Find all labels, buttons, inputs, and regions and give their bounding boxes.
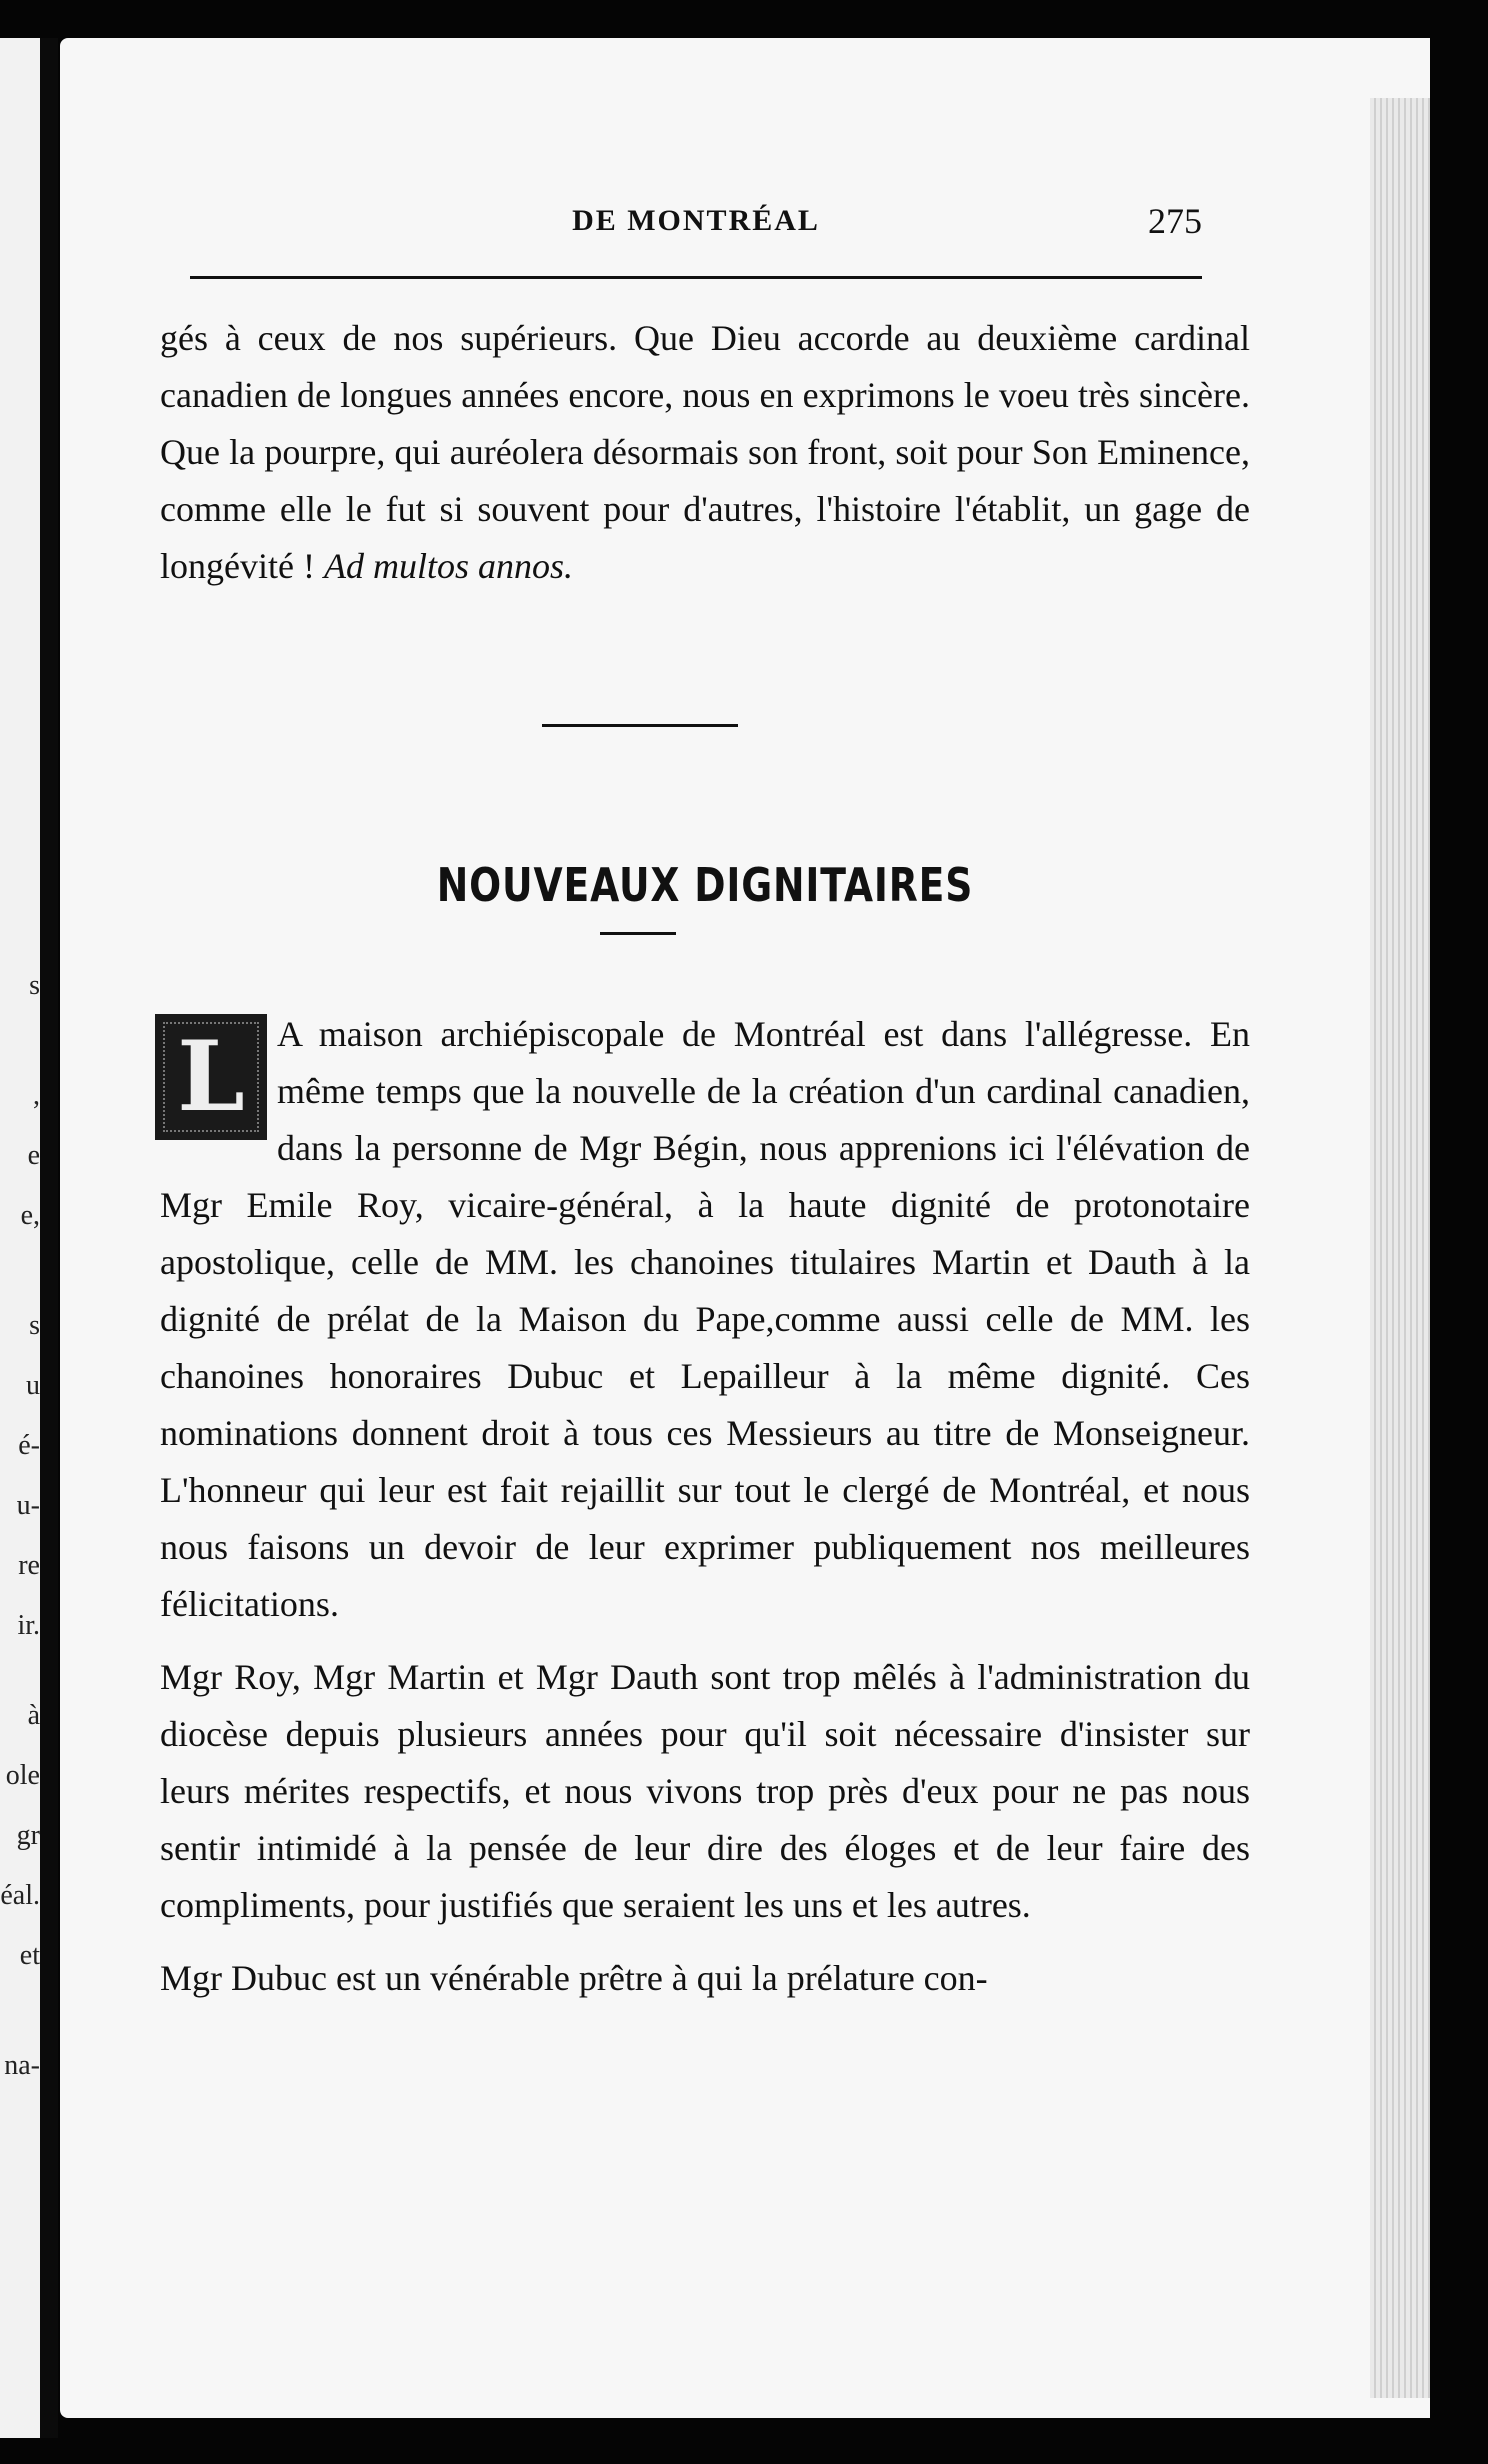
section-divider [542, 724, 738, 727]
paragraph-3: Mgr Dubuc est un vénérable prêtre à qui la prélature con- [160, 1958, 988, 1998]
left-fragment: é- [18, 1430, 40, 1461]
left-fragment: u- [16, 1490, 40, 1521]
left-fragment: s [29, 1310, 40, 1341]
page-header [190, 166, 1202, 279]
left-fragment: re [18, 1550, 40, 1581]
title-underline [600, 932, 676, 935]
left-fragment: ir. [17, 1610, 40, 1641]
left-fragment: s [29, 970, 40, 1001]
section-body [160, 1006, 1250, 2007]
paragraph-1-text: A maison archiépiscopale de Montréal est dans l'allégresse. En même temps que la nouvelle de la création d'un cardinal canadien, dans la personne de Mgr Bégin, nous apprenions ici l'élévation de Mgr Emile Roy, vicaire-général, à la haute dignité de protonotaire apostolique, celle de MM. les chanoines titulaires Martin et Dauth à la dignité de prélat de la Maison du Pape,comme aussi celle de MM. les chanoines honoraires Dubuc et Lepailleur à la même dignité. Ces nominations donnent droit à tous ces Messieurs au titre de Monseigneur. L'honneur qui leur est fait rejaillit sur tout le clergé de Montréal, et nous nous faisons un devoir de leur exprimer publiquement nos meilleures félicitations. [160, 1014, 1250, 1624]
book-page [60, 38, 1430, 2418]
left-fragment: , [33, 1080, 40, 1111]
paragraph-2: Mgr Roy, Mgr Martin et Mgr Dauth sont trop mêlés à l'administration du diocèse depuis plusieurs années pour qu'il soit nécessaire d'insister sur leurs mérites respectifs, et nous vivons trop près d'eux pour ne pas nous sentir intimidé à la pensée de leur dire des éloges et de leur faire des compliments, pour justifiés que seraient les uns et les autres. [160, 1657, 1250, 1925]
drop-cap-ornament [163, 1022, 259, 1132]
intro-text: gés à ceux de nos supérieurs. Que Dieu accorde au deuxième cardinal canadien de longues années encore, nous en exprimons le voeu très sincère. Que la pourpre, qui auréolera désormais son front, soit pour Son Eminence, comme elle le fut si souvent pour d'autres, l'histoire l'établit, un gage de longévité ! [160, 318, 1250, 586]
left-fragment: à [27, 1700, 40, 1731]
left-fragment: e, [20, 1200, 40, 1231]
intro-paragraph [160, 310, 1250, 595]
left-fragment: et [19, 1940, 40, 1971]
paragraph-1 [160, 1006, 1250, 1633]
running-head: DE MONTRÉAL [572, 204, 820, 237]
left-fragment: u [26, 1370, 40, 1401]
drop-cap-initial: L [155, 1014, 267, 1140]
left-fragment: na- [4, 2050, 40, 2081]
left-fragment: gr [16, 1820, 40, 1851]
intro-italic: Ad multos annos. [323, 546, 573, 586]
left-fragment: ole [5, 1760, 40, 1791]
left-fragment: éal. [0, 1880, 40, 1911]
page-number: 275 [1148, 201, 1202, 241]
left-fragment: e [27, 1140, 40, 1171]
section-title: NOUVEAUX DIGNITAIRES [436, 858, 974, 912]
page-edge-stack [1370, 98, 1430, 2398]
